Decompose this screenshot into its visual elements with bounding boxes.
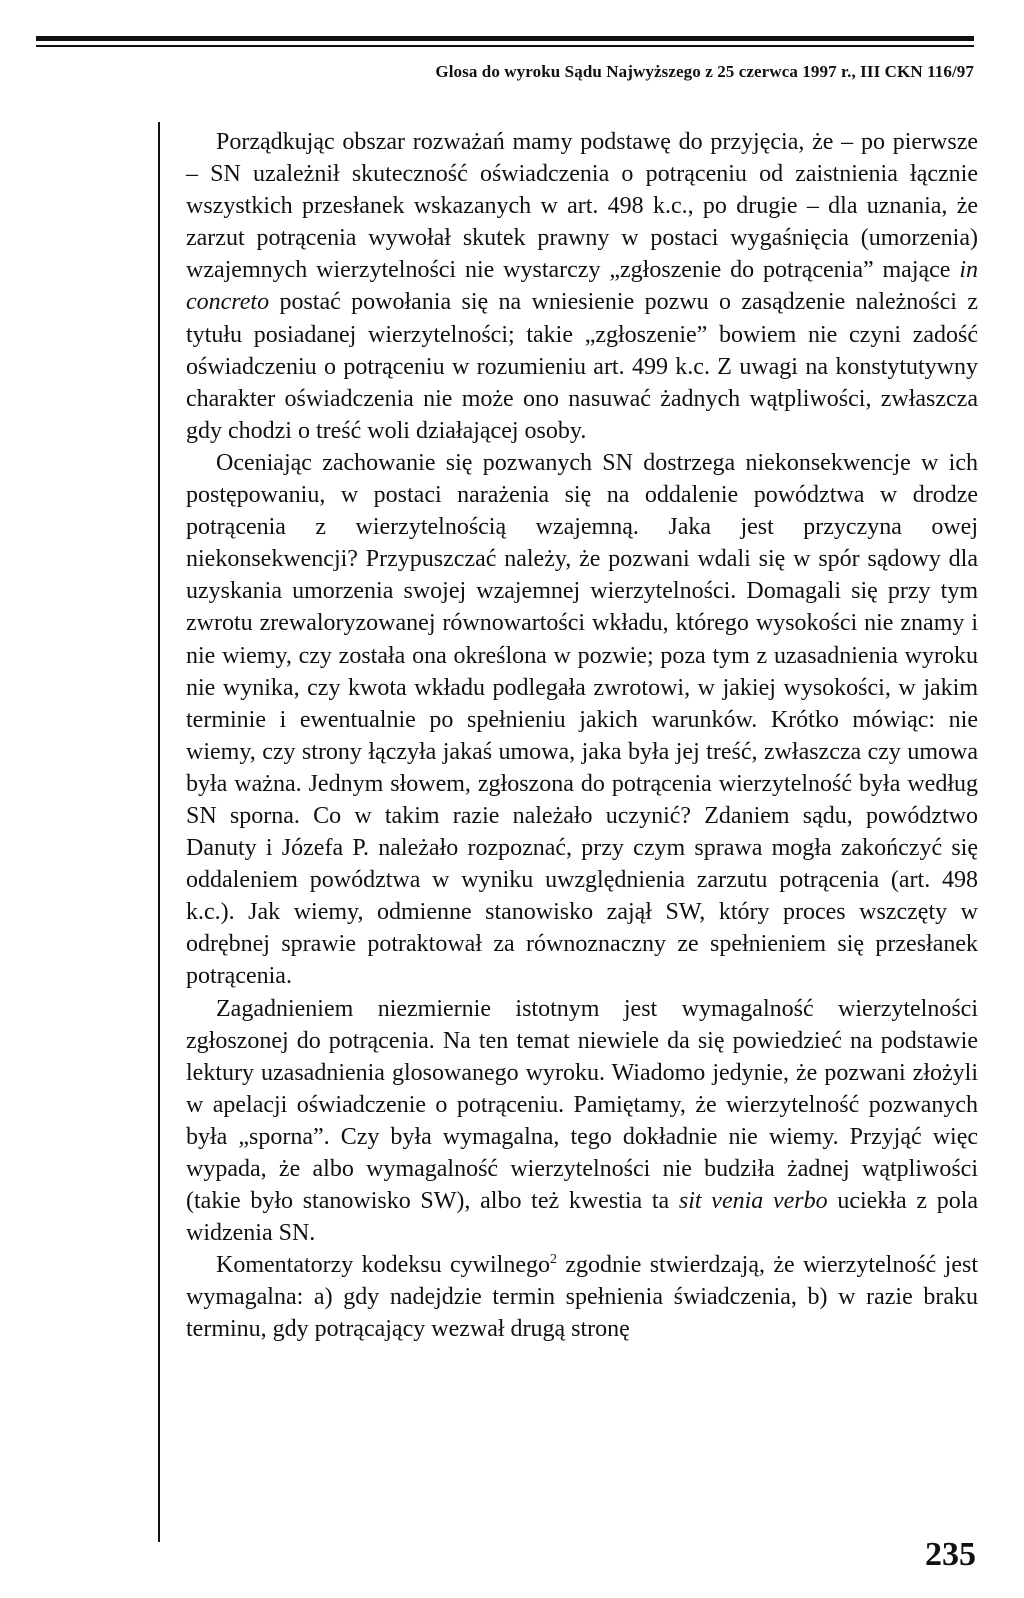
paragraph-1	[186, 126, 978, 447]
text-segment: Oceniając zachowanie się pozwanych SN dostrzega niekonsekwencje w ich postępowaniu, w postaci narażenia się na oddalenie powództwa w drodze potrącenia z wierzytelnością wzajemną. Jaka jest przyczyna owej niekonsekwencji? Przypuszczać należy, że pozwani wdali się w spór sądowy dla uzyskania umorzenia swojej wzajemnej wierzytelności. Domagali się przy tym zwrotu zrewaloryzowanej równowartości wkładu, którego wysokości nie znamy i nie wiemy, czy została ona określona w pozwie; poza tym z uzasadnienia wyroku nie wynika, czy kwota wkładu podlegała zwrotowi, w jakiej wysokości, w jakim terminie i ewentualnie po spełnieniu jakich warunków. Krótko mówiąc: nie wiemy, czy strony łączyła jakaś umowa, jaka była jej treść, zwłaszcza czy umowa była ważna. Jednym słowem, zgłoszona do potrącenia wierzytelność była według SN sporna. Co w takim razie należało uczynić? Zdaniem sądu, powództwo Danuty i Józefa P. należało rozpoznać, przy czym sprawa mogła zakończyć się oddaleniem powództwa w wyniku uwzględnienia zarzutu potrącenia (art. 498 k.c.). Jak wiemy, odmienne stanowisko zajął SW, który proces wszczęty w odrębnej sprawie potraktował za równoznaczny ze spełnieniem się przesłanek potrącenia.	[186, 449, 978, 990]
margin-change-bar	[158, 122, 160, 1542]
footnote-reference[interactable]: 2	[550, 1252, 557, 1268]
text-segment: Zagadnieniem niezmiernie istotnym jest wymagalność wierzytelności zgłoszonej do potrącenia. Na ten temat niewiele da się powiedzieć na podstawie lektury uzasadnienia glosowanego wyroku. Wiadomo jedynie, że pozwani złożyli w apelacji oświadczenie o potrąceniu. Pamiętamy, że wierzytelność pozwanych była „sporna”. Czy była wymagalna, tego dokładnie nie wiemy. Przyjąć więc wypada, że albo wymagalność wierzytelności nie budziła żadnej wątpliwości (takie było stanowisko SW), albo też kwestia ta	[186, 995, 978, 1215]
body-text	[186, 126, 978, 1346]
paragraph-3	[186, 993, 978, 1250]
text-segment: Komentatorzy kodeksu cywilnego	[216, 1252, 550, 1279]
header-rule-thin	[36, 45, 974, 47]
paragraph-2	[186, 447, 978, 993]
text-segment: postać powołania się na wniesienie pozwu o zasądzenie należności z tytułu posiadanej wierzytelności; takie „zgłoszenie” bowiem nie czyni zadość oświadczeniu o potrąceniu w rozumieniu art. 499 k.c. Z uwagi na konstytutywny charakter oświadczenia nie może ono nasuwać żadnych wątpliwości, zwłaszcza gdy chodzi o treść woli działającej osoby.	[186, 289, 978, 444]
paragraph-4	[186, 1249, 978, 1345]
text-segment: Porządkując obszar rozważań mamy podstawę do przyjęcia, że – po pierwsze – SN uzależnił skuteczność oświadczenia o potrąceniu od zaistnienia łącznie wszystkich przesłanek wskazanych w art. 498 k.c., po drugie – dla uznania, że zarzut potrącenia wywołał skutek prawny w postaci wygaśnięcia (umorzenia) wzajemnych wierzytelności nie wystarczy „zgłoszenie do potrącenia” mające	[186, 129, 978, 284]
header-rule-thick	[36, 36, 974, 41]
running-title: Glosa do wyroku Sądu Najwyższego z 25 czerwca 1997 r., III CKN 116/97	[435, 62, 974, 81]
text-segment: zgodnie stwierdzają, że wierzytelność jest wymagalna: a) gdy nadejdzie termin spełnienia świadczenia, b) w razie braku terminu, gdy potrącający wezwał drugą stronę	[186, 1252, 979, 1343]
page-number: 235	[925, 1536, 976, 1573]
italic-phrase: sit venia verbo	[678, 1188, 828, 1215]
italic-phrase: in concreto	[186, 257, 978, 316]
text-segment: uciekła z pola widzenia SN.	[186, 1188, 979, 1247]
